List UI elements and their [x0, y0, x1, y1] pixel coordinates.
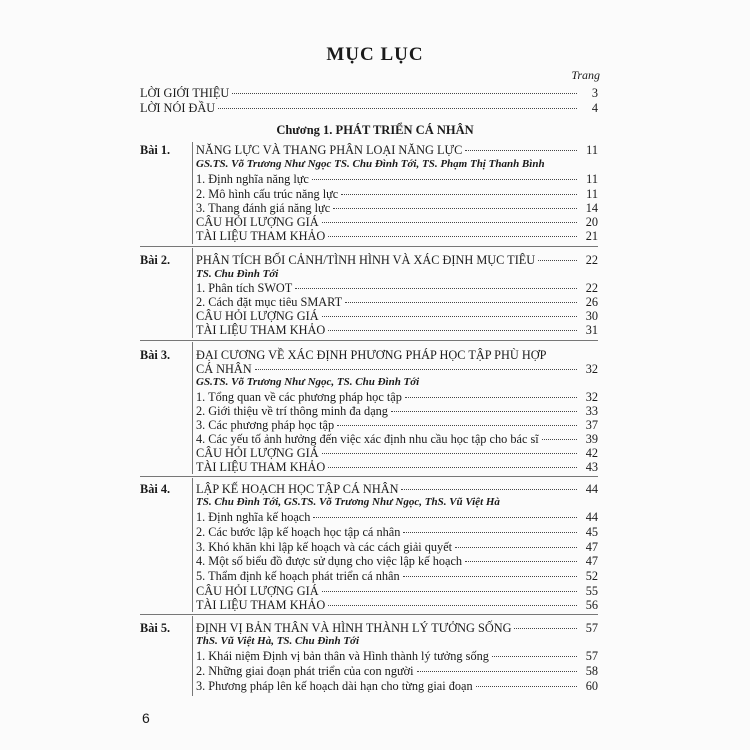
lesson-title-continued: CÁ NHÂN: [196, 362, 252, 376]
toc-item-page: 26: [585, 295, 598, 309]
toc-item-label: 3. Phương pháp lên kế hoạch dài hạn cho từng giai đoạn: [196, 679, 473, 693]
toc-item-label: 2. Giới thiệu về trí thông minh đa dạng: [196, 404, 388, 418]
toc-item-label: CÂU HỎI LƯỢNG GIÁ: [196, 215, 319, 229]
lesson-title: ĐẠI CƯƠNG VỀ XÁC ĐỊNH PHƯƠNG PHÁP HỌC TẬP PHÙ HỢP: [196, 348, 547, 362]
toc-item-page: 39: [585, 432, 598, 446]
lesson-label: Bài 3.: [140, 348, 171, 362]
toc-item-page: 60: [585, 679, 598, 693]
toc-item: [196, 584, 598, 599]
toc-item-page: 45: [585, 525, 598, 539]
dot-leader: [218, 108, 577, 109]
lesson-title-row: [196, 482, 598, 497]
lesson-separator: [140, 476, 598, 477]
dot-leader: [333, 208, 577, 209]
lesson-authors: ThS. Vũ Việt Hà, TS. Chu Đình Tới: [196, 635, 360, 647]
toc-row-intro: [140, 86, 598, 101]
lesson-page: 22: [585, 253, 598, 267]
lesson-label: Bài 2.: [140, 253, 171, 267]
toc-item-label: 4. Các yếu tố ảnh hưởng đến việc xác định nhu cầu học tập cho bác sĩ: [196, 432, 539, 446]
dot-leader: [492, 656, 577, 657]
toc-item-label: TÀI LIỆU THAM KHẢO: [196, 323, 326, 337]
toc-item: [196, 649, 598, 664]
dot-leader: [341, 194, 577, 195]
lesson-divider: [192, 342, 193, 474]
toc-item: [196, 460, 598, 475]
toc-item-label: CÂU HỎI LƯỢNG GIÁ: [196, 446, 319, 460]
toc-item-label: 5. Thẩm định kế hoạch phát triển cá nhân: [196, 569, 400, 583]
toc-item: [196, 598, 598, 613]
toc-item: [196, 404, 598, 419]
lesson-separator: [140, 246, 598, 247]
toc-item-label: TÀI LIỆU THAM KHẢO: [196, 598, 326, 612]
dot-leader: [403, 576, 577, 577]
lesson-label: Bài 5.: [140, 621, 171, 635]
toc-item-page: 21: [585, 229, 598, 243]
page-title: MỤC LỤC: [326, 44, 424, 65]
toc-item-page: 56: [585, 598, 598, 612]
toc-item: [196, 172, 598, 187]
lesson-divider: [192, 248, 193, 338]
toc-item-page: 43: [585, 460, 598, 474]
toc-item-page: 37: [585, 418, 598, 432]
toc-item-label: 2. Cách đặt mục tiêu SMART: [196, 295, 343, 309]
toc-item-page: 32: [585, 390, 598, 404]
toc-item-page: 44: [585, 510, 598, 524]
toc-item: [196, 418, 598, 433]
toc-item-label: 3. Thang đánh giá năng lực: [196, 201, 331, 215]
toc-item-page: 31: [585, 323, 598, 337]
toc-item-page: 57: [585, 649, 598, 663]
lesson-title: LẬP KẾ HOẠCH HỌC TẬP CÁ NHÂN: [196, 482, 399, 496]
toc-item: [196, 390, 598, 405]
toc-entry-label: LỜI NÓI ĐẦU: [140, 101, 216, 115]
dot-leader: [417, 671, 577, 672]
lesson-divider: [192, 478, 193, 612]
toc-item: [196, 569, 598, 584]
toc-item: [196, 540, 598, 555]
dot-leader: [328, 467, 577, 468]
toc-item-page: 11: [586, 187, 598, 201]
toc-item-label: 1. Phân tích SWOT: [196, 281, 293, 295]
dot-leader: [322, 591, 577, 592]
toc-item-page: 47: [585, 554, 598, 568]
toc-item-page: 55: [585, 584, 598, 598]
toc-item: [196, 229, 598, 244]
chapter-heading: Chương 1. PHÁT TRIỂN CÁ NHÂN: [276, 123, 474, 137]
toc-item-page: 58: [585, 664, 598, 678]
toc-item-page: 30: [585, 309, 598, 323]
lesson-page: 57: [585, 621, 598, 635]
dot-leader: [313, 517, 577, 518]
toc-item-label: CÂU HỎI LƯỢNG GIÁ: [196, 584, 319, 598]
dot-leader: [538, 260, 577, 261]
lesson-title-row: [196, 253, 598, 268]
dot-leader: [312, 179, 577, 180]
lesson-label: Bài 4.: [140, 482, 171, 496]
dot-leader: [455, 547, 577, 548]
toc-item-label: 3. Khó khăn khi lập kế hoạch và các cách giải quyết: [196, 540, 453, 554]
dot-leader: [322, 316, 577, 317]
toc-item-page: 14: [585, 201, 598, 215]
toc-row-preface: [140, 101, 598, 116]
toc-item: [196, 446, 598, 461]
toc-item-page: 20: [585, 215, 598, 229]
page-number: 6: [142, 710, 150, 726]
toc-item: [196, 187, 598, 202]
lesson-divider: [192, 616, 193, 696]
toc-item-page: 47: [585, 540, 598, 554]
dot-leader: [322, 222, 577, 223]
lesson-title: PHÂN TÍCH BỐI CẢNH/TÌNH HÌNH VÀ XÁC ĐỊNH MỤC TIÊU: [196, 253, 536, 267]
lesson-page: 11: [586, 143, 598, 157]
lesson-authors: GS.TS. Võ Trương Như Ngọc, TS. Chu Đình Tới: [196, 376, 420, 388]
toc-item: [196, 201, 598, 216]
toc-item-label: 3. Các phương pháp học tập: [196, 418, 335, 432]
dot-leader: [405, 397, 577, 398]
toc-item: [196, 554, 598, 569]
dot-leader: [322, 453, 577, 454]
page-column-header: Trang: [571, 68, 600, 82]
dot-leader: [345, 302, 577, 303]
toc-item-label: TÀI LIỆU THAM KHẢO: [196, 460, 326, 474]
dot-leader: [337, 425, 577, 426]
dot-leader: [328, 605, 577, 606]
lesson-title-row: [196, 362, 598, 377]
lesson-page: 44: [585, 482, 598, 496]
dot-leader: [476, 686, 577, 687]
dot-leader: [465, 561, 577, 562]
toc-item-label: CÂU HỎI LƯỢNG GIÁ: [196, 309, 319, 323]
toc-item: [196, 295, 598, 310]
dot-leader: [328, 236, 577, 237]
lesson-divider: [192, 142, 193, 244]
toc-item-label: 1. Định nghĩa kế hoạch: [196, 510, 311, 524]
dot-leader: [465, 150, 577, 151]
toc-item-label: 1. Tổng quan về các phương pháp học tập: [196, 390, 402, 404]
toc-item-page: 22: [585, 281, 598, 295]
dot-leader: [514, 628, 577, 629]
toc-item-label: 2. Mô hình cấu trúc năng lực: [196, 187, 339, 201]
lesson-authors: TS. Chu Đình Tới, GS.TS. Võ Trương Như Ngọc, ThS. Vũ Việt Hà: [196, 496, 500, 508]
lesson-separator: [140, 614, 598, 615]
toc-item: [196, 432, 598, 447]
toc-entry-label: LỜI GIỚI THIỆU: [140, 86, 230, 100]
toc-item: [196, 525, 598, 540]
lesson-title-row: [196, 621, 598, 636]
lesson-title: ĐỊNH VỊ BẢN THÂN VÀ HÌNH THÀNH LÝ TƯỞNG SỐNG: [196, 621, 512, 635]
lesson-title: NĂNG LỰC VÀ THANG PHÂN LOẠI NĂNG LỰC: [196, 143, 463, 157]
toc-entry-page: 4: [591, 101, 598, 115]
toc-item: [196, 323, 598, 338]
lesson-page: 32: [585, 362, 598, 376]
toc-item: [196, 215, 598, 230]
toc-item-page: 33: [585, 404, 598, 418]
toc-item-page: 11: [586, 172, 598, 186]
dot-leader: [542, 439, 577, 440]
lesson-authors: GS.TS. Võ Trương Như Ngọc TS. Chu Đình Tới, TS. Phạm Thị Thanh Bình: [196, 158, 545, 170]
toc-item: [196, 679, 598, 694]
lesson-title-row: [196, 143, 598, 158]
dot-leader: [295, 288, 577, 289]
dot-leader: [391, 411, 577, 412]
toc-item: [196, 281, 598, 296]
toc-item-label: 1. Khái niệm Định vị bản thân và Hình thành lý tưởng sống: [196, 649, 489, 663]
toc-item-label: 2. Những giai đoạn phát triển của con người: [196, 664, 414, 678]
dot-leader: [401, 489, 577, 490]
toc-item: [196, 664, 598, 679]
lesson-authors: TS. Chu Đình Tới: [196, 268, 279, 280]
toc-item-page: 52: [585, 569, 598, 583]
toc-item-label: 2. Các bước lập kế hoạch học tập cá nhân: [196, 525, 401, 539]
toc-entry-page: 3: [591, 86, 598, 100]
toc-item-page: 42: [585, 446, 598, 460]
dot-leader: [232, 93, 577, 94]
lesson-separator: [140, 340, 598, 341]
lesson-label: Bài 1.: [140, 143, 171, 157]
toc-item-label: 1. Định nghĩa năng lực: [196, 172, 309, 186]
toc-item-label: TÀI LIỆU THAM KHẢO: [196, 229, 326, 243]
toc-item: [196, 510, 598, 525]
toc-item: [196, 309, 598, 324]
dot-leader: [328, 330, 577, 331]
dot-leader: [255, 369, 577, 370]
dot-leader: [403, 532, 577, 533]
toc-item-label: 4. Một số biểu đồ được sử dụng cho việc lập kế hoạch: [196, 554, 463, 568]
